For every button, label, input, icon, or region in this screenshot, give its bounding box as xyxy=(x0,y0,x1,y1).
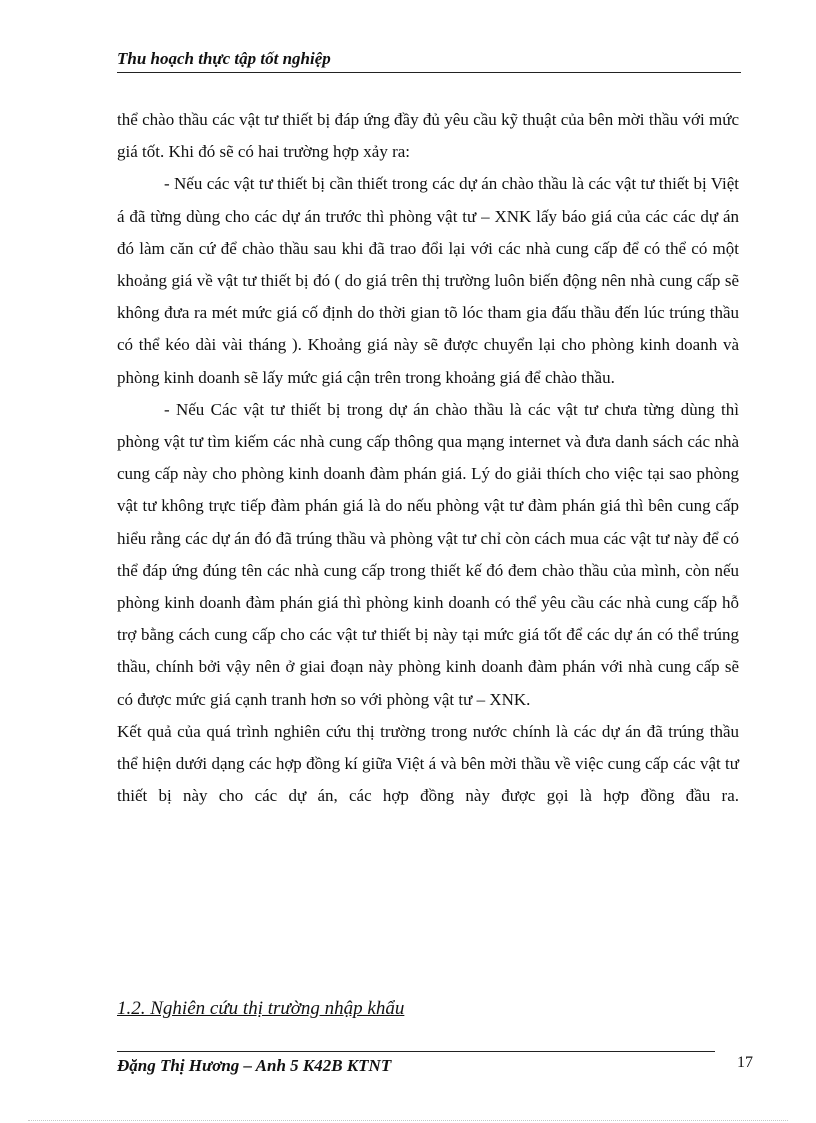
page-number: 17 xyxy=(737,1054,753,1071)
paragraph-result: Kết quả của quá trình nghiên cứu thị trường trong nước chính là các dự án đã trúng thầu thể hiện dưới dạng các hợp đồng kí giữa Việt á và bên mời thầu về việc cung cấp các vật tư thiết bị này cho các dự án, các hợp đồng này được gọi là hợp đồng đầu ra. xyxy=(117,721,739,806)
paragraph-case-1: - Nếu các vật tư thiết bị cần thiết trong các dự án chào thầu là các vật tư thiết bị Việt á đã từng dùng cho các dự án trước thì phòng vật tư – XNK lấy báo giá của các các dự án đó làm căn cứ để chào thầu sau khi đã trao đổi lại với các nhà cung cấp để có thể có một khoảng giá về vật tư thiết bị đó ( do giá trên thị trường luôn biến động nên nhà cung cấp sẽ không đưa ra mét mức giá cố định do thời gian tõ lóc tham gia đấu thầu đến lúc trúng thầu có thể kéo dài vài tháng ). Khoảng giá này sẽ được chuyển lại cho phòng kinh doanh và phòng kinh doanh sẽ lấy mức giá cận trên trong khoảng giá để chào thầu. xyxy=(117,174,739,387)
paragraph-case-2: - Nếu Các vật tư thiết bị trong dự án chào thầu là các vật tư chưa từng dùng thì phòng vật tư tìm kiếm các nhà cung cấp thông qua mạng internet và đưa danh sách các nhà cung cấp này cho phòng kinh doanh đàm phán giá. Lý do giải thích cho việc tại sao phòng vật tư không trực tiếp đàm phán giá là do nếu phòng vật tư đàm phán giá thì bên cung cấp hiểu rằng các dự án đó đã trúng thầu và phòng vật tư chỉ còn cách mua các vật tư này để có thể đáp ứng đúng tên các nhà cung cấp trong thiết kế đó đem chào thầu của mình, còn nếu phòng kinh doanh đàm phán giá thì phòng kinh doanh có thể yêu cầu các nhà cung cấp hỗ trợ bằng cách cung cấp cho các vật tư thiết bị này tại mức giá tốt để các dự án có thể trúng thầu, chính bởi vậy nên ở giai đoạn này phòng kinh doanh đàm phán với nhà cung cấp sẽ có được mức giá cạnh tranh hơn so với phòng vật tư – XNK. xyxy=(117,399,739,709)
page-header xyxy=(117,48,741,73)
page-edge-divider xyxy=(28,1120,788,1121)
footer-author: Đặng Thị Hương – Anh 5 K42B KTNT xyxy=(117,1056,392,1075)
header-title: Thu hoạch thực tập tốt nghiệp xyxy=(117,49,331,68)
section-heading: 1.2. Nghiên cứu thị trường nhập khẩu xyxy=(117,998,405,1019)
footer-divider xyxy=(117,1051,715,1052)
document-body xyxy=(117,104,739,812)
paragraph-continuation: thể chào thầu các vật tư thiết bị đáp ứng đầy đủ yêu cầu kỹ thuật của bên mời thầu với mức giá tốt. Khi đó sẽ có hai trường hợp xảy ra: xyxy=(117,110,739,162)
